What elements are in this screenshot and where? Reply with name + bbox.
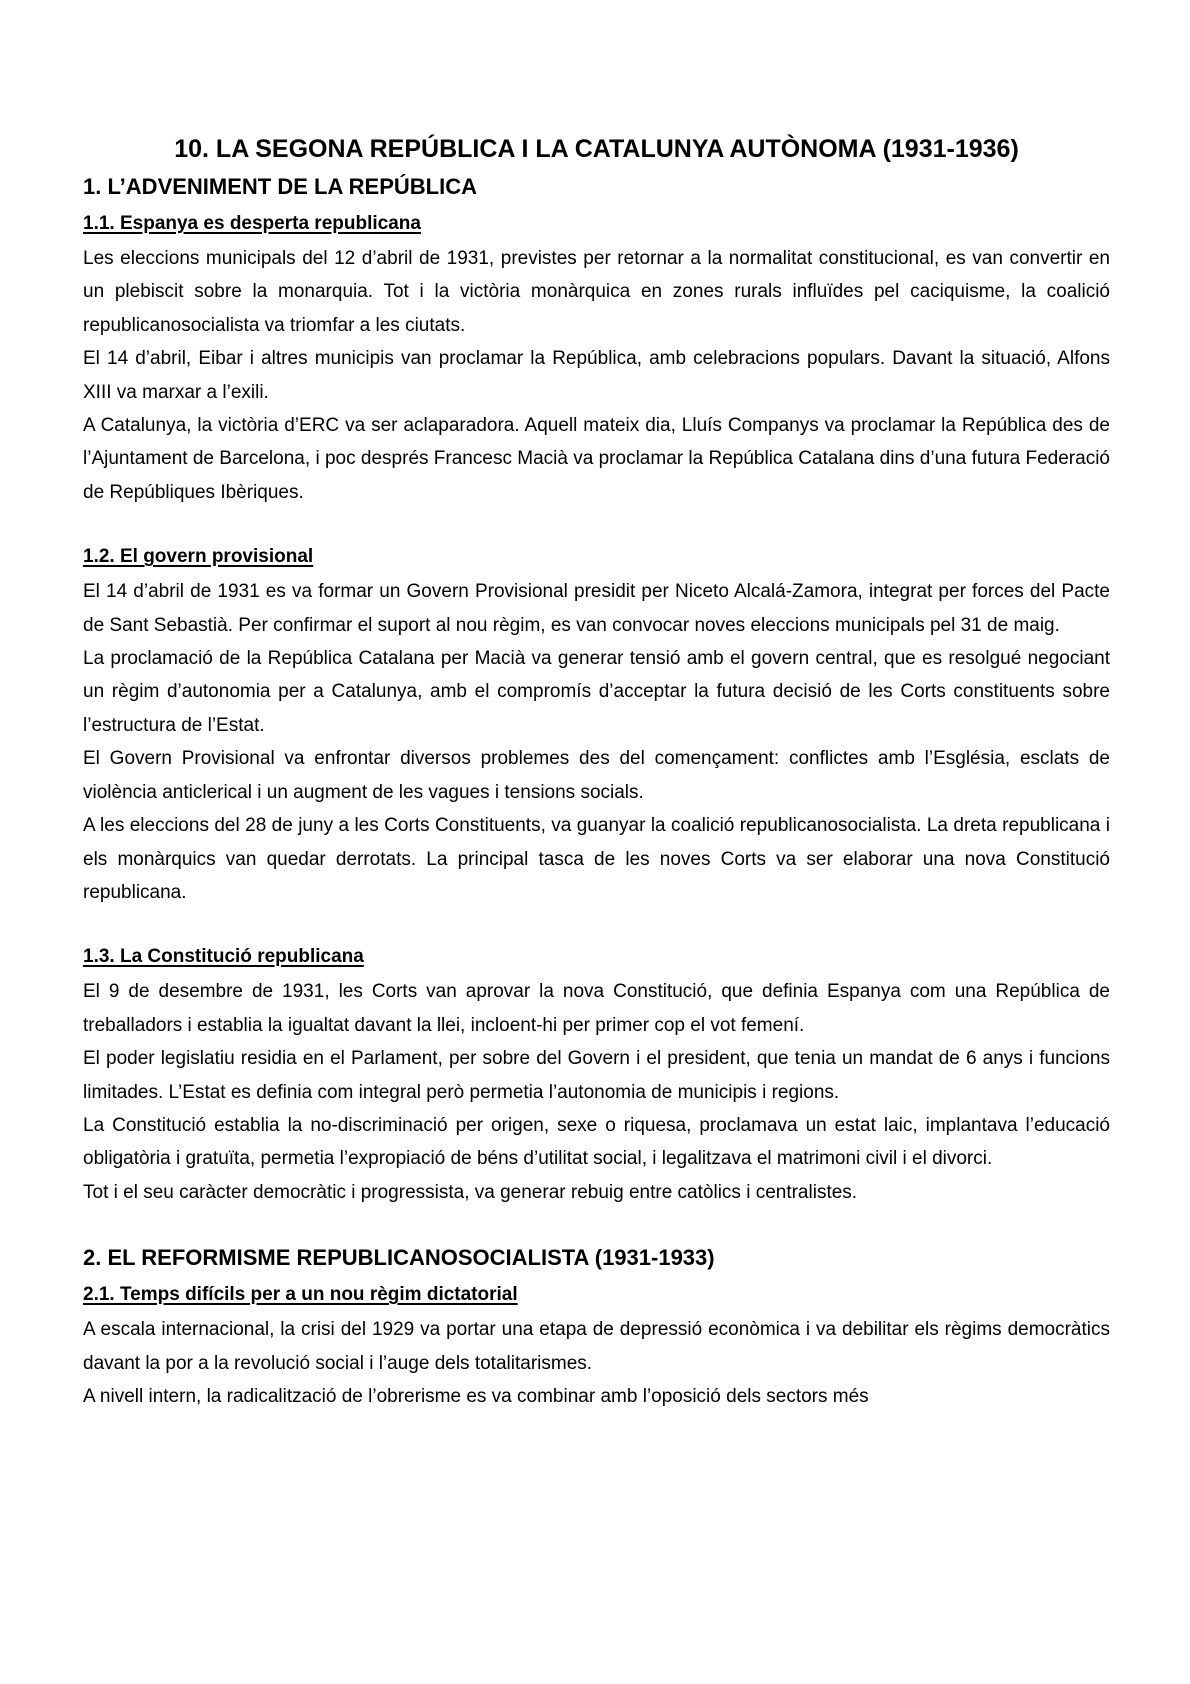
- paragraph: El 14 d’abril de 1931 es va formar un Govern Provisional presidit per Niceto Alcalá-Zamora, integrat per forces del Pacte de Sant Sebastià. Per confirmar el suport al nou règim, es van convocar noves eleccions municipals pel 31 de maig.: [83, 581, 1110, 636]
- paragraph: El 14 d’abril, Eibar i altres municipis van proclamar la República, amb celebracions populars. Davant la situació, Alfons XIII va marxar a l’exili.: [83, 348, 1110, 403]
- subsection-1-3: [83, 939, 1110, 1209]
- subsection-1-3-heading: 1.3. La Constitució republicana: [83, 946, 364, 968]
- paragraph: A nivell intern, la radicalització de l’obrerisme es va combinar amb l’oposició dels sectors més: [83, 1385, 869, 1407]
- paragraph: Tot i el seu caràcter democràtic i progressista, va generar rebuig entre catòlics i centralistes.: [83, 1181, 858, 1203]
- subsection-1-2: [83, 539, 1110, 909]
- paragraph: La proclamació de la República Catalana per Macià va generar tensió amb el govern central, que es resolgué negociant un règim d’autonomia per a Catalunya, amb el compromís d’acceptar la futura decisió de les Corts constituents sobre l’estructura de l’Estat.: [83, 648, 1110, 736]
- subsection-1-1-heading: 1.1. Espanya es desperta republicana: [83, 213, 421, 234]
- subsection-1-1: [83, 206, 1110, 509]
- section-1-heading: 1. L’ADVENIMENT DE LA REPÚBLICA: [83, 174, 477, 199]
- paragraph: A les eleccions del 28 de juny a les Corts Constituents, va guanyar la coalició republicanosocialista. La dreta republicana i els monàrquics van quedar derrotats. La principal tasca de les noves Corts va ser elaborar una nova Constitució republicana.: [83, 815, 1110, 903]
- paragraph: A escala internacional, la crisi del 1929 va portar una etapa de depressió econòmica i va debilitar els règims democràtics davant la por a la revolució social i l’auge dels totalitarismes.: [83, 1319, 1110, 1374]
- section-2-heading: 2. EL REFORMISME REPUBLICANOSOCIALISTA (1931-1933): [83, 1245, 715, 1271]
- paragraph: Les eleccions municipals del 12 d’abril de 1931, previstes per retornar a la normalitat constitucional, es van convertir en un plebiscit sobre la monarquia. Tot i la victòria monàrquica en zones rurals influïdes pel caciquisme, la coalició republicanosocialista va triomfar a les ciutats.: [83, 248, 1110, 336]
- paragraph: El Govern Provisional va enfrontar diversos problemes des del començament: conflictes amb l’Església, esclats de violència anticlerical i un augment de les vagues i tensions socials.: [83, 748, 1110, 803]
- document-title: 10. LA SEGONA REPÚBLICA I LA CATALUNYA AUTÒNOMA (1931-1936): [174, 135, 1019, 163]
- subsection-2-1-heading: 2.1. Temps difícils per a un nou règim dictatorial: [83, 1284, 518, 1306]
- subsection-2-1: [83, 1277, 1110, 1413]
- paragraph: El 9 de desembre de 1931, les Corts van aprovar la nova Constitució, que definia Espanya com una República de treballadors i establia la igualtat davant la llei, incloent-hi per primer cop el vot femení.: [83, 981, 1110, 1036]
- paragraph: El poder legislatiu residia en el Parlament, per sobre del Govern i el president, que tenia un mandat de 6 anys i funcions limitades. L’Estat es definia com integral però permetia l’autonomia de municipis i regions.: [83, 1048, 1110, 1103]
- paragraph: A Catalunya, la victòria d’ERC va ser aclaparadora. Aquell mateix dia, Lluís Companys va proclamar la República des de l’Ajuntament de Barcelona, i poc després Francesc Macià va proclamar la República Catalana dins d’una futura Federació de Repúbliques Ibèriques.: [83, 415, 1110, 503]
- subsection-1-2-heading: 1.2. El govern provisional: [83, 546, 314, 568]
- paragraph: La Constitució establia la no-discriminació per origen, sexe o riquesa, proclamava un estat laic, implantava l’educació obligatòria i gratuïta, permetia l’expropiació de béns d’utilitat social, i legalitzava el matrimoni civil i el divorci.: [83, 1114, 1110, 1170]
- section-adveniment-republica: [83, 168, 1110, 1209]
- section-reformisme-republicanosocialista: [83, 1239, 1110, 1413]
